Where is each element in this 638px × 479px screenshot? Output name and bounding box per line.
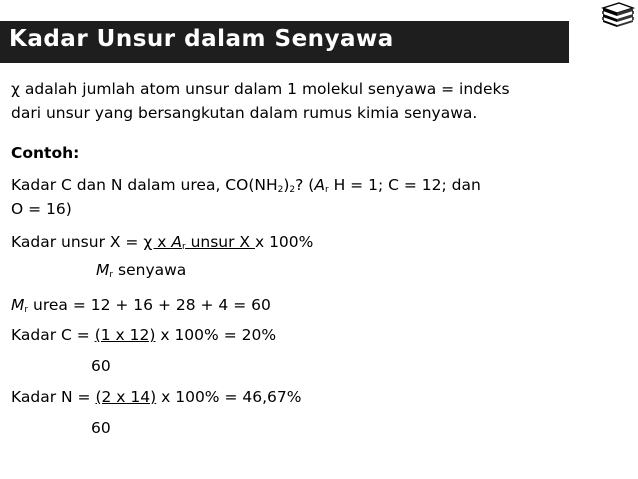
problem-text: Kadar C dan N dalam urea, CO(NH	[11, 176, 278, 194]
kadar-c-line	[11, 326, 276, 344]
problem-text: )	[283, 176, 290, 194]
slide-title: Kadar Unsur dalam Senyawa	[9, 26, 394, 52]
example-label: Contoh:	[11, 144, 80, 162]
mr-text: urea = 12 + 16 + 28 + 4 = 60	[28, 296, 271, 314]
intro-line-1: χ adalah jumlah atom unsur dalam 1 molekul senyawa = indeks	[11, 80, 510, 98]
kadar-c-numerator: (1 x 12)	[94, 326, 156, 344]
kadar-c-denominator: 60	[91, 357, 111, 375]
problem-line-1	[11, 176, 481, 195]
mr-symbol: M	[96, 261, 110, 279]
kadar-c-prefix: Kadar C =	[11, 326, 95, 344]
formula-suffix: x 100%	[254, 233, 314, 251]
intro-line-2: dari unsur yang bersangkutan dalam rumus kimia senyawa.	[11, 104, 478, 122]
subscript: 2	[289, 185, 296, 195]
subscript: 2	[277, 185, 284, 195]
numerator-text: unsur X	[185, 233, 255, 251]
mr-symbol: M	[11, 296, 25, 314]
formula-line	[11, 233, 313, 252]
mr-calculation	[11, 296, 271, 315]
subscript: r	[324, 185, 329, 195]
kadar-n-suffix: x 100% = 46,67%	[156, 388, 302, 406]
ar-symbol: A	[314, 176, 325, 194]
denominator-text: senyawa	[113, 261, 187, 279]
formula-numerator	[143, 233, 255, 251]
kadar-n-prefix: Kadar N =	[11, 388, 96, 406]
kadar-n-numerator: (2 x 14)	[95, 388, 157, 406]
kadar-n-line	[11, 388, 301, 406]
kadar-c-suffix: x 100% = 20%	[155, 326, 277, 344]
subscript: r	[109, 270, 114, 280]
subscript: r	[24, 305, 29, 315]
ar-symbol: A	[171, 233, 182, 251]
formula-denominator	[96, 261, 186, 280]
kadar-n-denominator: 60	[91, 419, 111, 437]
formula-prefix: Kadar unsur X =	[11, 233, 144, 251]
stacked-books-icon	[601, 2, 635, 28]
subscript: r	[181, 242, 186, 252]
problem-text: H = 1; C = 12; dan	[328, 176, 481, 194]
numerator-text: χ x	[143, 233, 172, 251]
problem-line-2: O = 16)	[11, 200, 72, 218]
problem-text: ? (	[295, 176, 315, 194]
title-bar	[0, 21, 569, 63]
